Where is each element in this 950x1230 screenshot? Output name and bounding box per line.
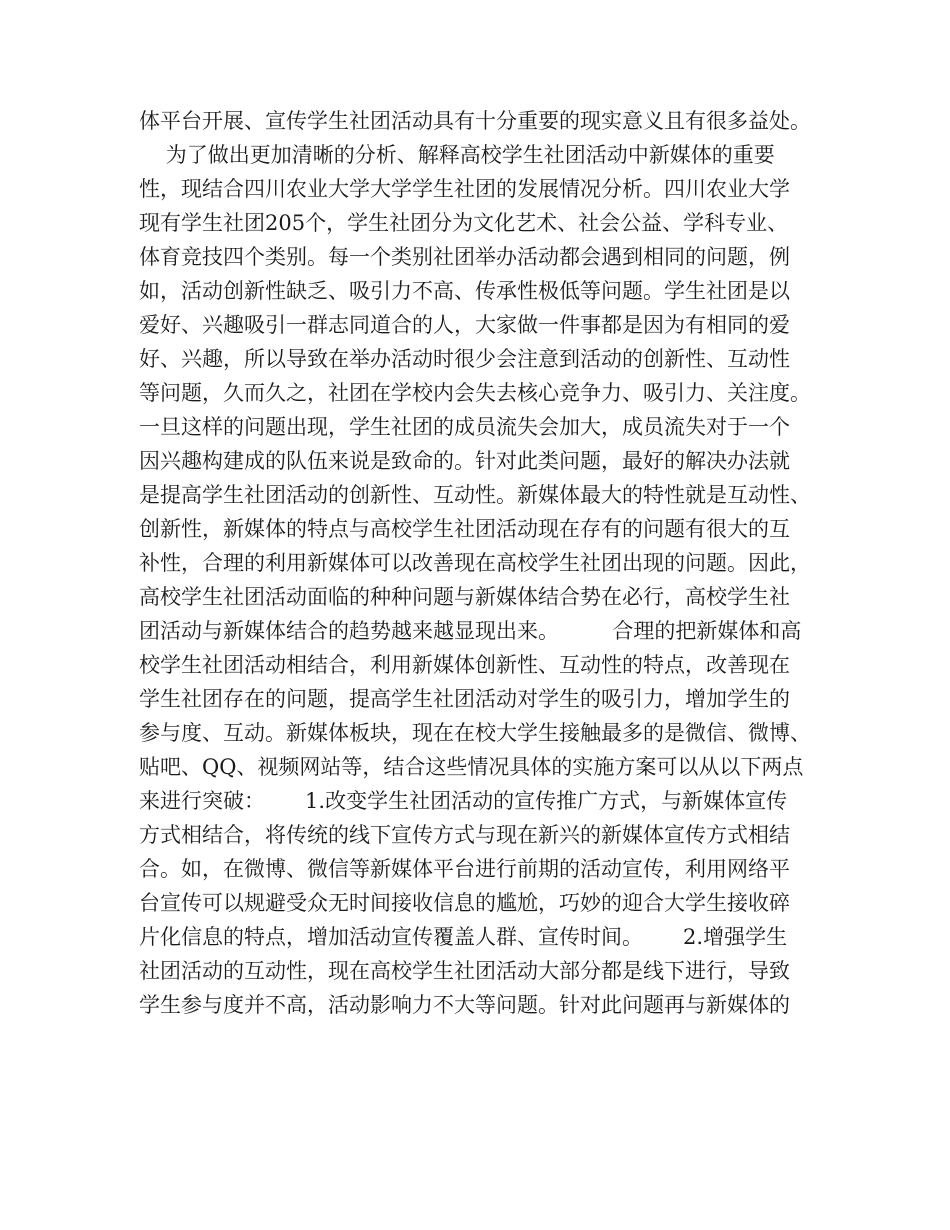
body-text: [139, 104, 829, 1022]
text-line-8: 好、兴趣，所以导致在举办活动时很少会注意到活动的创新性、互动性: [139, 347, 790, 371]
text-line-10: 一旦这样的问题出现，学生社团的成员流失会加大，成员流失对于一个: [139, 415, 790, 439]
text-line-26: 社团活动的互动性，现在高校学生社团活动大部分都是线下进行，导致: [139, 959, 790, 983]
text-line-19: 参与度、互动。新媒体板块，现在在校大学生接触最多的是微信、微博、: [139, 721, 811, 745]
text-line-6: 如，活动创新性缺乏、吸引力不高、传承性极低等问题。学生社团是以: [139, 279, 790, 303]
text-line-18: 学生社团存在的问题，提高学生社团活动对学生的吸引力，增加学生的: [139, 687, 790, 711]
text-line-17: 校学生社团活动相结合，利用新媒体创新性、互动性的特点，改善现在: [139, 653, 790, 677]
text-line-13: 创新性，新媒体的特点与高校学生社团活动现在存有的问题有很大的互: [139, 517, 790, 541]
text-line-21: 来进行突破： 1.改变学生社团活动的宣传推广方式，与新媒体宣传: [139, 789, 788, 813]
text-line-9: 等问题，久而久之，社团在学校内会失去核心竞争力、吸引力、关注度。: [139, 381, 811, 405]
text-line-1: 体平台开展、宣传学生社团活动具有十分重要的现实意义且有很多益处。: [139, 109, 811, 133]
text-line-7: 爱好、兴趣吸引一群志同道合的人，大家做一件事都是因为有相同的爱: [139, 313, 790, 337]
text-line-4: 现有学生社团205个，学生社团分为文化艺术、社会公益、学科专业、: [139, 211, 789, 235]
text-line-16: 团活动与新媒体结合的趋势越来越显现出来。 合理的把新媒体和高: [139, 619, 802, 643]
text-line-22: 方式相结合，将传统的线下宣传方式与现在新兴的新媒体宣传方式相结: [139, 823, 790, 847]
text-line-27: 学生参与度并不高，活动影响力不大等问题。针对此问题再与新媒体的: [139, 993, 790, 1017]
text-line-25: 片化信息的特点，增加活动宣传覆盖人群、宣传时间。 2.增强学生: [139, 925, 788, 949]
text-line-15: 高校学生社团活动面临的种种问题与新媒体结合势在必行，高校学生社: [139, 585, 790, 609]
text-line-24: 台宣传可以规避受众无时间接收信息的尴尬，巧妙的迎合大学生接收碎: [139, 891, 790, 915]
text-line-2: 为了做出更加清晰的分析、解释高校学生社团活动中新媒体的重要: [139, 143, 775, 167]
text-line-12: 是提高学生社团活动的创新性、互动性。新媒体最大的特性就是互动性、: [139, 483, 811, 507]
text-line-14: 补性，合理的利用新媒体可以改善现在高校学生社团出现的问题。因此，: [139, 551, 811, 575]
text-line-23: 合。如，在微博、微信等新媒体平台进行前期的活动宣传，利用网络平: [139, 857, 790, 881]
text-line-5: 体育竞技四个类别。每一个类别社团举办活动都会遇到相同的问题，例: [139, 245, 790, 269]
text-line-11: 因兴趣构建成的队伍来说是致命的。针对此类问题，最好的解决办法就: [139, 449, 790, 473]
text-line-20: 贴吧、QQ、视频网站等，结合这些情况具体的实施方案可以从以下两点: [139, 755, 804, 779]
text-line-3: 性，现结合四川农业大学大学学生社团的发展情况分析。四川农业大学: [139, 177, 790, 201]
